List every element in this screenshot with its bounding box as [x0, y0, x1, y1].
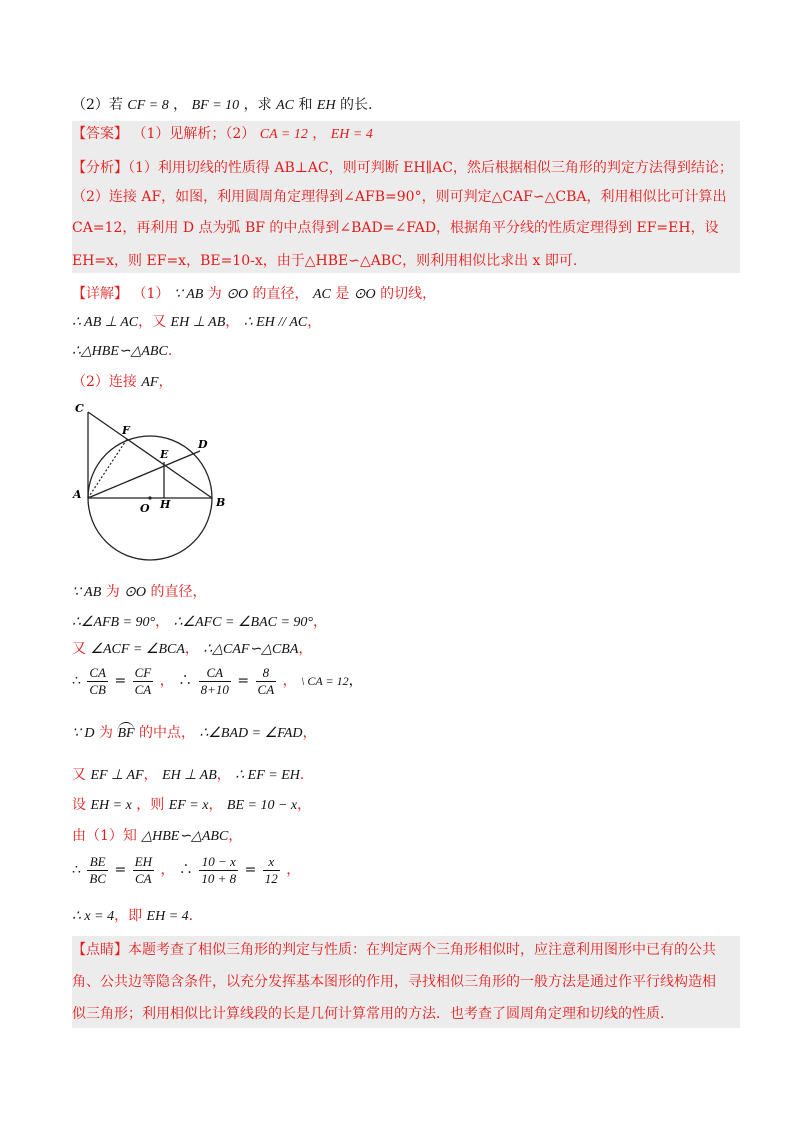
q2-and: 和	[298, 97, 313, 113]
proof-afb-90: ∴∠AFB = 90°	[72, 615, 156, 630]
segment-cb	[88, 412, 212, 498]
sep-9: ，	[228, 828, 243, 844]
equals: =	[114, 673, 127, 689]
proof-ef-eh: ∴ EF = EH	[235, 768, 300, 783]
label-h: H	[160, 498, 171, 511]
proof-ef-perp-af: EF ⊥ AF	[90, 768, 144, 783]
frac-num: EH	[134, 853, 152, 869]
detail-line-2	[72, 312, 321, 333]
detail-sep-3: ，	[158, 374, 173, 390]
label-f: F	[122, 424, 130, 437]
arc-bf: BF	[117, 722, 134, 744]
fraction-be-bc	[87, 854, 108, 887]
proof-ab: ∵ AB	[72, 585, 102, 600]
sep-5: ，	[143, 767, 158, 783]
detail-af: AF	[141, 375, 159, 390]
fraction-10x-18	[199, 854, 238, 887]
frac-num: BE	[87, 854, 108, 871]
comment-line-1	[72, 940, 716, 960]
q2-prefix: （2）若	[72, 97, 123, 113]
detail-you: ，又	[138, 314, 167, 330]
label-b: B	[216, 496, 226, 509]
frac-den: BC	[89, 870, 106, 886]
sep-10: ，	[160, 862, 175, 878]
detail-circle-o-2: ⊙O	[353, 287, 376, 302]
comment-line-3: 似三角形；利用相似比计算线段的长是几何计算常用的方法．也考查了圆周角定理和切线的性质.	[72, 1006, 665, 1022]
segment-ad	[88, 451, 200, 498]
sep-4: ，	[302, 725, 317, 741]
proof-ef-x: EF = x	[168, 798, 209, 813]
frac-num: CA	[89, 664, 106, 680]
detail-period: .	[167, 343, 173, 359]
detail-circle-o: ⊙O	[226, 287, 249, 302]
fraction-ca-18	[199, 665, 231, 698]
proof-afc-bac-90: ∴∠AFC = ∠BAC = 90°	[173, 615, 314, 630]
q2-end: 的长.	[340, 97, 373, 113]
frac-den: CA	[134, 681, 152, 697]
proof-line-5	[72, 722, 317, 744]
frac-num: CF	[134, 664, 152, 680]
detail-wei: 为	[207, 286, 222, 302]
proof-d: ∵ D	[72, 726, 95, 741]
proof-therefore-3: ∴	[72, 862, 81, 878]
label-a: A	[73, 488, 82, 501]
analysis-line-1	[72, 158, 733, 178]
proof-ze: ，则	[136, 797, 165, 813]
detail-tangent: 的切线，	[380, 286, 437, 302]
detail-sep-2: ，	[307, 314, 322, 330]
proof-sep-3: ，	[184, 641, 199, 657]
equals-2: =	[237, 673, 250, 689]
proof-eh-x: EH = x	[90, 798, 132, 813]
detail-similar: ∴△HBE∽△ABC	[72, 344, 168, 359]
q2-condition-cf: CF = 8	[127, 98, 169, 113]
frac-den: CA	[257, 681, 275, 697]
proof-therefore: ∴	[72, 673, 81, 689]
sep-8: ，	[297, 797, 312, 813]
proof-line-4	[72, 664, 363, 698]
analysis-line-4: EH=x，则 EF=x，BE=10-x，由于△HBE∽△ABC，则利用相似比求出 x 即可.	[72, 253, 578, 269]
fraction-eh-ca	[133, 854, 154, 887]
proof-ca-12: \ CA = 12	[301, 674, 349, 688]
detail-line-4	[72, 372, 172, 393]
sep-6: ，	[216, 767, 231, 783]
proof-she: 设	[72, 797, 86, 813]
analysis-line-2: （2）连接 AF，如图，利用圆周角定理得到∠AFB=90°，则可判定△CAF∽△CBA，利用相似比可计算出	[72, 189, 727, 205]
proof-caf-cba: ∴△CAF∽△CBA	[203, 642, 299, 657]
sep-3: ，	[348, 673, 363, 689]
proof-line-8	[72, 826, 242, 847]
geometry-figure	[72, 402, 228, 564]
frac-num: CA	[199, 665, 231, 682]
answer-ca: CA = 12	[259, 127, 308, 142]
frac-num: 10 − x	[199, 854, 238, 871]
frac-den: 10 + 8	[201, 870, 237, 886]
fraction-8-ca	[256, 665, 277, 698]
detail-ac: AC	[313, 287, 331, 302]
frac-den: 8+10	[200, 681, 229, 697]
detail-connect: （2）连接	[72, 374, 137, 390]
sep-7: ，	[208, 797, 223, 813]
proof-hbe-abc: △HBE∽△ABC	[141, 829, 229, 844]
proof-line-3	[72, 639, 312, 660]
period-3: .	[188, 908, 194, 924]
proof-you-2: 又	[72, 767, 86, 783]
answer-sep: ，	[312, 126, 327, 142]
proof-sep: ，	[155, 614, 170, 630]
center-point	[148, 496, 151, 499]
proof-from-1: 由（1）知	[72, 828, 137, 844]
proof-wei-2: 为	[98, 725, 113, 741]
proof-sep-4: ，	[298, 641, 313, 657]
answer-eh: EH = 4	[330, 127, 373, 142]
proof-wei: 为	[105, 584, 120, 600]
analysis-tag: 【分析】	[72, 160, 128, 176]
detail-line-1	[72, 284, 436, 305]
question-2	[72, 95, 372, 116]
detail-eh-parallel-ac: ∴ EH // AC	[243, 315, 308, 330]
analysis-line-3: CA=12，再利用 D 点为弧 BF 的中点得到∠BAD=∠FAD，根据角平分线的性质定理得到 EF=EH，设	[72, 220, 719, 236]
detail-diameter: 的直径，	[252, 286, 309, 302]
proof-line-7	[72, 795, 311, 816]
q2-sep: ，	[173, 97, 188, 113]
proof-therefore-4: ∴	[178, 862, 193, 878]
answer-part1: （1）见解析；（2）	[132, 126, 256, 142]
proof-diameter: 的直径，	[150, 584, 207, 600]
period-2: .	[299, 767, 305, 783]
equals-4: =	[244, 862, 257, 878]
q2-target-eh: EH	[316, 98, 336, 113]
sep-2: ，	[282, 673, 297, 689]
detail-line-3	[72, 341, 172, 362]
fraction-ca-cb	[87, 665, 108, 698]
frac-den: CA	[135, 870, 152, 886]
frac-num: x	[263, 854, 280, 871]
detail-ab-perp-ac: ∴ AB ⊥ AC	[72, 315, 139, 330]
sep-11: ，	[286, 862, 301, 878]
proof-line-1	[72, 582, 206, 603]
comment-text-1: 本题考查了相似三角形的判定与性质：在判定两个三角形相似时，应注意利用图形中已有的公共	[128, 942, 716, 958]
proof-x-4: ∴ x = 4	[72, 909, 115, 924]
sep: ，	[159, 673, 174, 689]
proof-therefore-2: ∴	[178, 673, 193, 689]
frac-num: 8	[256, 665, 277, 682]
q2-target-ac: AC	[276, 98, 294, 113]
detail-ab: ∵ AB	[173, 287, 204, 302]
frac-den: CB	[89, 681, 106, 697]
fraction-cf-ca	[133, 665, 154, 698]
detail-sep: ，	[225, 314, 240, 330]
analysis-text-1: （1）利用切线的性质得 AB⊥AC，则可判断 EH∥AC，然后根据相似三角形的判定方法得到结论；	[128, 160, 733, 176]
answer-tag: 【答案】	[72, 126, 128, 142]
fraction-x-12	[263, 854, 280, 887]
proof-midpoint: 的中点，	[139, 725, 195, 741]
q2-condition-bf: BF = 10	[191, 98, 240, 113]
detail-shi: 是	[335, 286, 350, 302]
detail-step1-label: （1）	[132, 286, 170, 302]
proof-ji: ，即	[114, 908, 143, 924]
comment-tag: 【点睛】	[72, 942, 128, 958]
label-c: C	[75, 402, 84, 415]
proof-line-9	[72, 852, 300, 888]
proof-sep-2: ，	[313, 614, 328, 630]
frac-den: 12	[264, 870, 278, 886]
comment-line-2: 角、公共边等隐含条件，以充分发挥基本图形的作用，寻找相似三角形的一般方法是通过作平行线构造相	[72, 974, 716, 990]
q2-mid: ，求	[243, 97, 272, 113]
detail-eh-perp-ab: EH ⊥ AB	[170, 315, 226, 330]
proof-line-10	[72, 906, 193, 927]
equals-3: =	[114, 862, 127, 878]
answer-line	[72, 124, 373, 145]
proof-be: BE = 10 − x	[226, 798, 298, 813]
proof-line-6	[72, 765, 304, 786]
label-o: O	[140, 502, 150, 515]
proof-eh-4: EH = 4	[146, 909, 189, 924]
proof-eh-perp-ab: EH ⊥ AB	[162, 768, 217, 783]
proof-circle-o: ⊙O	[124, 585, 147, 600]
proof-bad-fad: ∴∠BAD = ∠FAD	[199, 726, 303, 741]
proof-line-2	[72, 612, 327, 633]
proof-you: 又	[72, 641, 86, 657]
label-e: E	[160, 448, 169, 461]
detail-tag: 【详解】	[72, 286, 128, 302]
label-d: D	[198, 438, 208, 451]
proof-acf-bca: ∠ACF = ∠BCA	[90, 642, 185, 657]
